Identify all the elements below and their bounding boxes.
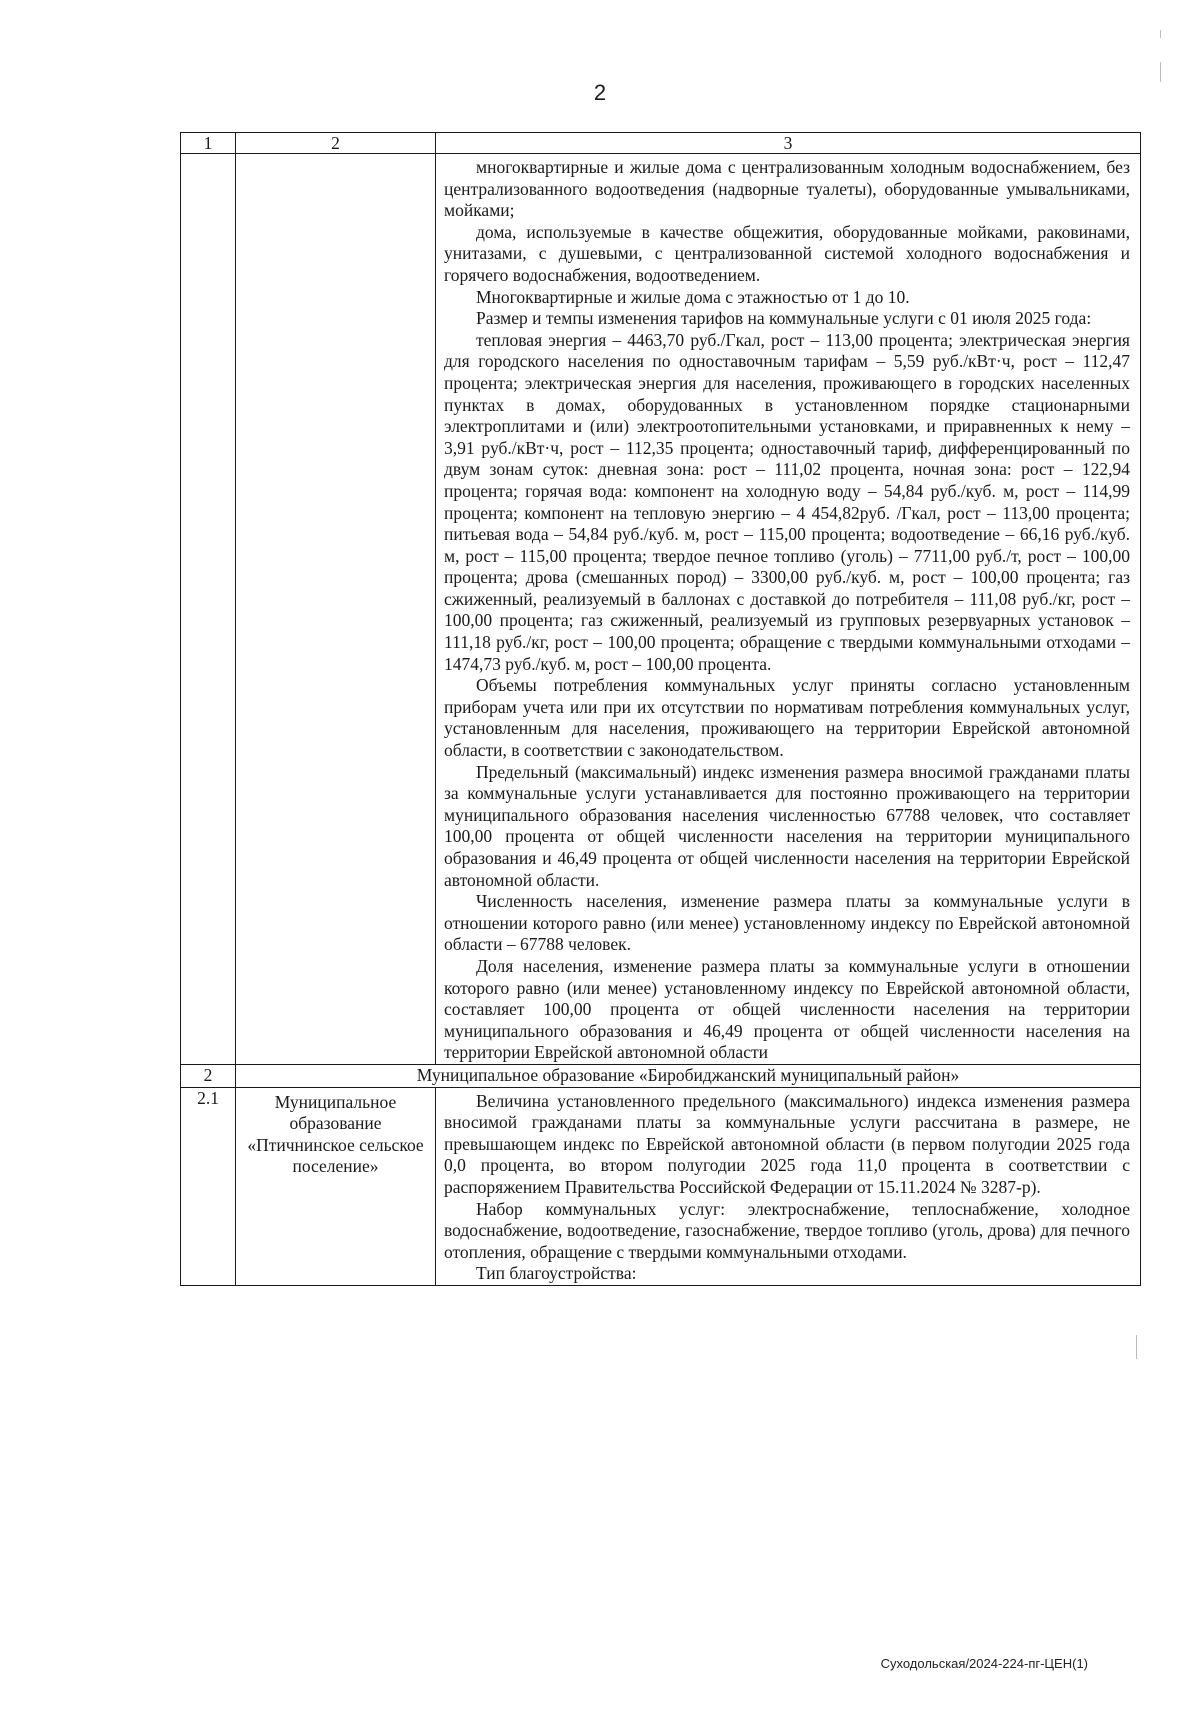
scan-artifact bbox=[1136, 1335, 1137, 1359]
section-title: Муниципальное образование «Биробиджанский муниципальный район» bbox=[236, 1064, 1141, 1087]
row-description-cell bbox=[436, 1087, 1141, 1285]
paragraph: Набор коммунальных услуг: электроснабжение, теплоснабжение, холодное водоснабжение, водоотведение, газоснабжение, твердое топливо (уголь, дрова) для печного отопления, обращение с твердыми коммунальными отходами. bbox=[444, 1198, 1130, 1262]
table-header-row bbox=[181, 133, 1141, 154]
row-description-cell bbox=[436, 154, 1141, 1065]
tariff-table bbox=[180, 132, 1141, 1286]
paragraph: тепловая энергия – 4463,70 руб./Гкал, рост – 113,00 процента; электрическая энергия для городского населения по одноставочным тарифам – 5,59 руб./кВт·ч, рост – 112,47 процента; электрическая энергия для населения, проживающего в городских населенных пунктах в домах, оборудованных в установленном порядке стационарными электроплитами и (или) электроотопительными установками, и приравненных к нему – 3,91 руб./кВт·ч, рост – 112,35 процента; одноставочный тариф, дифференцированный по двум зонам суток: дневная зона: рост – 111,02 процента, ночная зона: рост – 122,94 процента; горячая вода: компонент на холодную воду – 54,84 руб./куб. м, рост – 114,99 процента; компонент на тепловую энергию – 4 454,82руб. /Гкал, рост – 113,00 процента; питьевая вода – 54,84 руб./куб. м, рост – 115,00 процента; водоотведение – 66,16 руб./куб. м, рост – 115,00 процента; твердое печное топливо (уголь) – 7711,00 руб./т, рост – 100,00 процента; дрова (смешанных пород) – 3300,00 руб./куб. м, рост – 100,00 процента; газ сжиженный, реализуемый в баллонах с доставкой до потребителя – 111,08 руб./кг, рост – 100,00 процента; газ сжиженный, реализуемый из групповых резервуарных установок – 111,18 руб./кг, рост – 100,00 процента; обращение с твердыми коммунальными отходами – 1474,73 руб./куб. м, рост – 100,00 процента. bbox=[444, 329, 1130, 674]
row-name-cell bbox=[236, 154, 436, 1065]
scan-artifact bbox=[1160, 30, 1161, 38]
paragraph: Размер и темпы изменения тарифов на коммунальные услуги с 01 июля 2025 года: bbox=[476, 308, 1092, 329]
table-row-continuation bbox=[181, 154, 1141, 1065]
section-number: 2 bbox=[181, 1064, 236, 1087]
header-col-2: 2 bbox=[236, 133, 436, 154]
paragraph: Тип благоустройства: bbox=[476, 1263, 637, 1284]
paragraph: Многоквартирные и жилые дома с этажностью от 1 до 10. bbox=[476, 286, 910, 307]
paragraph: Предельный (максимальный) индекс изменения размера вносимой гражданами платы за коммунальные услуги устанавливается для постоянно проживающего на территории муниципального образования населения численностью 67788 человек, что составляет 100,00 процента от общей численности населения на территории муниципального образования и 46,49 процента от общей численности населения на территории Еврейской автономной области. bbox=[444, 761, 1130, 890]
header-col-3: 3 bbox=[436, 133, 1141, 154]
paragraph: Объемы потребления коммунальных услуг приняты согласно установленным приборам учета или при их отсутствии по нормативам потребления коммунальных услуг, установленным для населения, проживающего на территории Еврейской автономной области, в соответствии с законодательством. bbox=[444, 675, 1130, 761]
scan-artifact bbox=[1160, 62, 1161, 82]
paragraph: Доля населения, изменение размера платы за коммунальные услуги в отношении которого равно (или менее) установленному индексу по Еврейской автономной области, составляет 100,00 процента от общей численности населения на территории муниципального образования и 46,49 процента от общей численности населения на территории Еврейской автономной области bbox=[444, 955, 1130, 1063]
table-row-2-1 bbox=[181, 1087, 1141, 1285]
municipality-name: Муниципальное образование «Птичнинское сельское поселение» bbox=[236, 1087, 436, 1285]
paragraph: многоквартирные и жилые дома с централизованным холодным водоснабжением, без централизованного водоотведения (надворные туалеты), оборудованные умывальниками, мойками; bbox=[444, 157, 1130, 221]
section-row bbox=[181, 1064, 1141, 1087]
row-number: 2.1 bbox=[181, 1087, 236, 1285]
paragraph: Численность населения, изменение размера платы за коммунальные услуги в отношении которого равно (или менее) установленному индексу по Еврейской автономной области – 67788 человек. bbox=[444, 891, 1130, 955]
paragraph: дома, используемые в качестве общежития, оборудованные мойками, раковинами, унитазами, с душевыми, с централизованной системой холодного водоснабжения и горячего водоснабжения, водоотведением. bbox=[444, 221, 1130, 285]
document-footer-code: Суходольская/2024-224-пг-ЦЕН(1) bbox=[880, 1656, 1088, 1671]
header-col-1: 1 bbox=[181, 133, 236, 154]
paragraph: Величина установленного предельного (максимального) индекса изменения размера вносимой гражданами платы за коммунальные услуги рассчитана в размере, не превышающем индекс по Еврейской автономной области (в первом полугодии 2025 года 0,0 процента, во втором полугодии 2025 года 11,0 процента в соответствии с распоряжением Правительства Российской Федерации от 15.11.2024 № 3287-р). bbox=[444, 1090, 1130, 1197]
page-number: 2 bbox=[593, 80, 607, 105]
row-number-cell bbox=[181, 154, 236, 1065]
